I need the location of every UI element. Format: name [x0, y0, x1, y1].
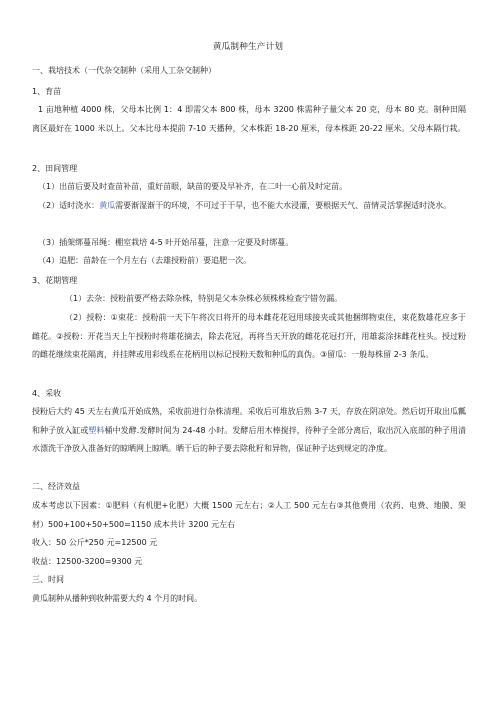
subsection-2-heading: 2、田间管理	[32, 164, 78, 173]
time-line: 黄瓜制种从播种到收种需要大约 4 个月的时间。	[32, 594, 203, 603]
cost-paragraph: 成本考虑以下因素：①肥料（有机肥+化肥）大概 1500 元左右；②人工 500 元左右③其他费用（农药、电费、地膜、架材）500+100+50+500=1150 成本共计 3200 元左右	[32, 501, 466, 529]
document-title: 黄瓜制种生产计划	[212, 42, 284, 52]
profit-line: 收益：12500-3200=9300 元	[32, 557, 143, 566]
harvest-text-a: 授粉后大约 45 天左右黄瓜开始成熟，采收前进行杂株清理。采收后可堆放后熟 3-7 天，存放在阴凉处。然后切开取出瓜瓤和种子放入缸或	[32, 407, 466, 435]
field-management-item-1: （1）出苗后要及时查苗补苗，重好苗眼，缺苗的要及早补齐，在二叶一心前及时定苗。	[38, 182, 348, 191]
field-management-item-4: （4）追肥：苗龄在一个月左右（去雄授粉前）要追肥一次。	[38, 256, 252, 265]
field-management-item-2	[32, 197, 466, 216]
subsection-3-heading: 3、花期管理	[32, 276, 78, 285]
flowering-item-2: （2）授粉：①束花：授粉前一天下午将次日将开的母本雌花花冠用球接夹或其他捆绑物束住，束花数雄花应多于雌花。②授粉：开花当天上午授粉时将雄花摘去，除去花冠，再将当天开放的雌花花冠打开，用雄蕊涂抹雌花柱头。授过粉的雌花继续束花隔离，并挂牌或用彩线系在花柄用以标记授粉天数和种瓜的真伪。③留瓜：一般每株留 2-3 条瓜。	[32, 313, 466, 359]
subsection-1-heading: 1、育苗	[32, 87, 62, 96]
section-2-heading: 二、经济效益	[32, 482, 80, 491]
watering-label: （2）适时浇水：	[38, 201, 100, 210]
flowering-item-1: （1）去杂：授粉前要严格去除杂株，特别是父本杂株必须株株检查宁错勿漏。	[65, 294, 343, 303]
harvest-text-c: 桶中发酵.发酵时间为 24-48 小时。发酵后用木棒搅拌，待种子全部分离后，取出沉入底部的种子用清水漂洗干净放入准备好的晾晒网上晾晒。晒干后的种子要去除秕籽和异物，保证种子达到规定的净度。	[32, 425, 467, 453]
section-1-heading: 一、栽培技术（一代杂交制种（采用人工杂交制种）	[32, 66, 216, 75]
plastic-link[interactable]: 塑料	[88, 425, 105, 435]
seedling-paragraph: 1 亩地种植 4000 株，父母本比例 1：4 即需父本 800 株，母本 3200 株需种子量父本 20 克，母本 80 克。制种田隔离区最好在 1000 米以上。父本比母本提前 7-10 天播种，父本株距 18-20 厘米，母本株距 20-22 厘米。父母本隔行栽。	[32, 105, 466, 133]
income-line: 收入：50 公斤*250 元=12500 元	[32, 538, 158, 547]
cucumber-link[interactable]: 黄瓜	[99, 201, 116, 210]
watering-text: 需要渐湿渐干的环境，不可过于干旱，也不能大水浸灌，要根据天气、苗情灵活掌握适时浇水。	[115, 201, 452, 210]
section-3-heading: 三、时间	[32, 575, 64, 584]
harvest-heading: 4、采收	[32, 389, 62, 398]
field-management-item-3: （3）插架绑蔓吊绳：棚室栽培 4-5 叶开始吊蔓，注意一定要及时绑蔓。	[38, 238, 294, 247]
harvest-paragraph	[32, 403, 466, 459]
